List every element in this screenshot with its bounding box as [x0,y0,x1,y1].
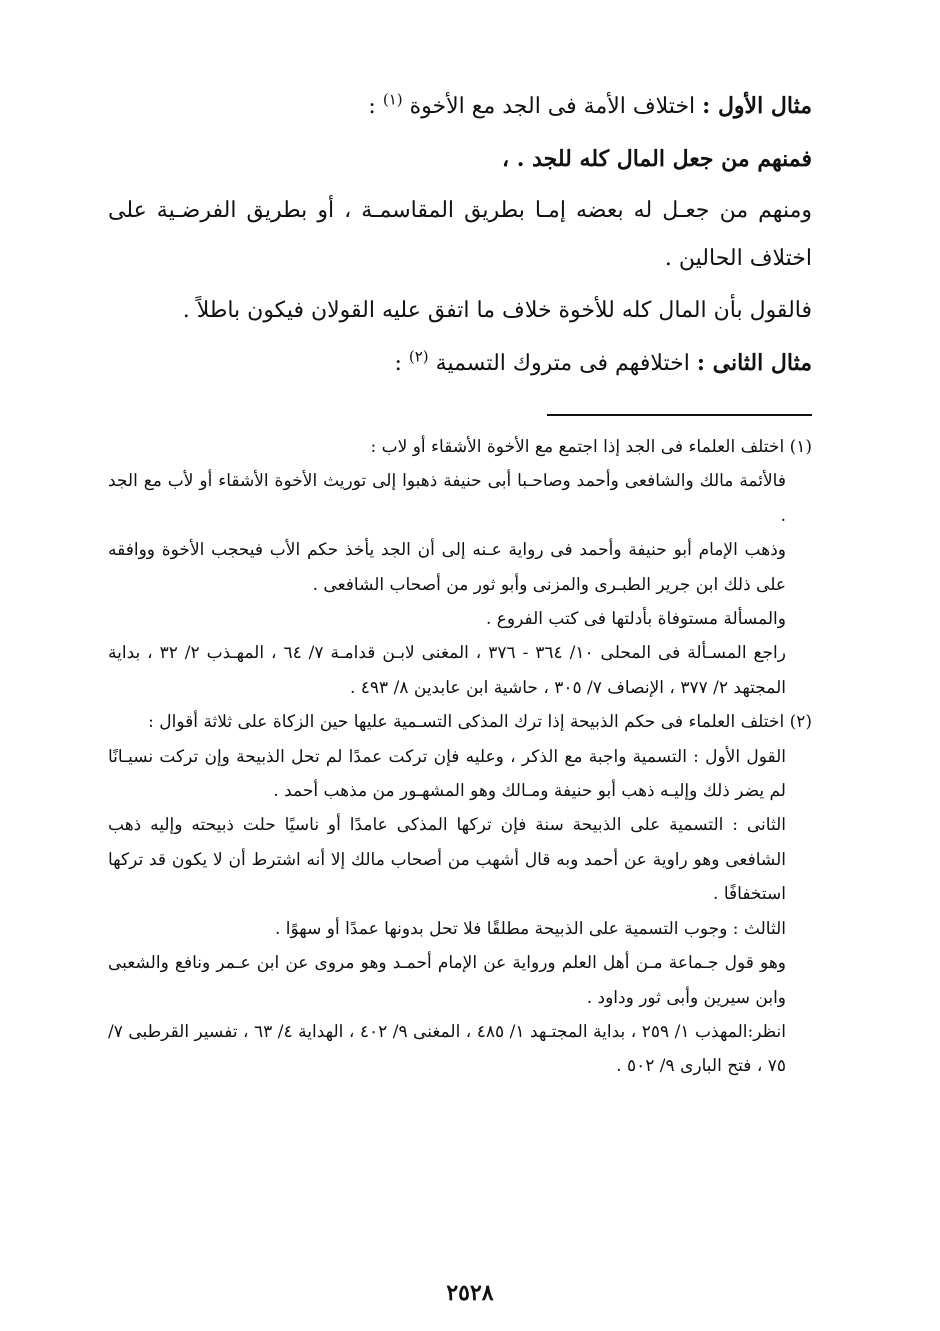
footnote-2-paragraph: وهو قول جـماعة مـن أهل العلم ورواية عن الإمام أحمـد وهو مروى عن ابن عـمر ونافع والشعبى وابن سيرين وأبى ثور وداود . [108,953,786,1008]
footnote-ref-1: (١) [382,90,403,109]
footnote-2-paragraph: الثالث : وجوب التسمية على الذبيحة مطلقًا فلا تحل بدونها عمدًا أو سهوًا . [274,918,786,939]
footnote-ref-2: (٢) [408,347,429,366]
example-2-heading [108,339,812,388]
footnote-2-first-line [108,705,812,739]
paragraph-1: فمنهم من جعل المال كله للجد . ، [502,146,812,172]
example-1-colon: : [368,94,376,119]
footnote-2-number: (٢) [789,712,812,733]
page-number: ٢٥٢٨ [446,1280,494,1306]
footnote-1-first-line [108,430,812,464]
paragraph-2: ومنهم من جعـل له بعضه إمـا بطريق المقاسمـة ، أو بطريق الفرضـية على اختلاف الحالين . [108,198,812,271]
footnote-2-references: انظر:المهذب ١/ ٢٥٩ ، بداية المجتـهد ١/ ٤٨٥ ، المغنى ٩/ ٤٠٢ ، الهداية ٤/ ٦٣ ، تفسير القرطبى ٧/ ٧٥ ، فتح البارى ٩/ ٥٠٢ . [108,1021,786,1077]
example-2-label: مثال الثانى : [696,350,812,376]
footnote-2-paragraph: الثانى : التسمية على الذبيحة سنة فإن تركها المذكى عامدًا أو ناسيًا حلت ذبيحته وإليه ذهب الشافعى وهو راوية عن أحمد وبه قال أشهب من أصحاب مالك إلا أنه اشترط أن لا يكون قد تركها استخفافًا . [108,815,786,905]
example-2-colon: : [394,351,402,376]
footnote-2-paragraph: القول الأول : التسمية واجبة مع الذكر ، وعليه فإن تركت عمدًا لم تحل الذبيحة وإن تركت نسيـانًا لم يضر ذلك وإليـه ذهب أبو حنيفة ومـالك وهو المشهـور من مذهب أحمد . [108,746,786,802]
example-1-heading [108,82,812,131]
paragraph-3: فالقول بأن المال كله للأخوة خلاف ما اتفق عليه القولان فيكون باطلاً . [182,298,812,323]
footnotes [108,430,812,1084]
footnote-1-intro: اختلف العلماء فى الجد إذا اجتمع مع الأخوة الأشقاء أو لاب : [370,437,785,457]
footnote-1-paragraph: وذهب الإمام أبو حنيفة وأحمد فى رواية عـنه إلى أن الجد يأخذ حكم الأب فيحجب الأخوة ووافقه على ذلك ابن جرير الطبـرى والمزنى وأبو ثور من أصحاب الشافعى . [108,540,786,595]
example-1-label: مثال الأول : [702,93,812,119]
footnote-1-paragraph: فالأئمة مالك والشافعى وأحمد وصاحـبا أبى حنيفة ذهبوا إلى توريث الأخوة الأشقاء أو لأب مع الجد . [108,471,786,526]
footnote-2-intro: اختلف العلماء فى حكم الذبيحة إذا ترك المذكى التسـمية عليها حين الزكاة على ثلاثة أقوال : [148,712,785,733]
example-2-text: اختلافهم فى متروك التسمية [435,351,690,376]
footnote-1-paragraph: والمسألة مستوفاة بأدلتها فى كتب الفروع . [485,609,786,630]
example-1-text: اختلاف الأمة فى الجد مع الأخوة [409,94,696,119]
main-text [108,82,812,392]
footnote-1-references: راجع المسـألة فى المحلى ١٠/ ٣٦٤ - ٣٧٦ ، المغنى لابـن قدامـة ٧/ ٦٤ ، المهـذب ٢/ ٣٢ ، بداية المجتهد ٢/ ٣٧٧ ، الإنصاف ٧/ ٣٠٥ ، حاشية ابن عابدين ٨/ ٤٩٣ . [108,643,786,698]
footnote-1-number: (١) [789,437,812,457]
footnote-separator [547,414,812,416]
